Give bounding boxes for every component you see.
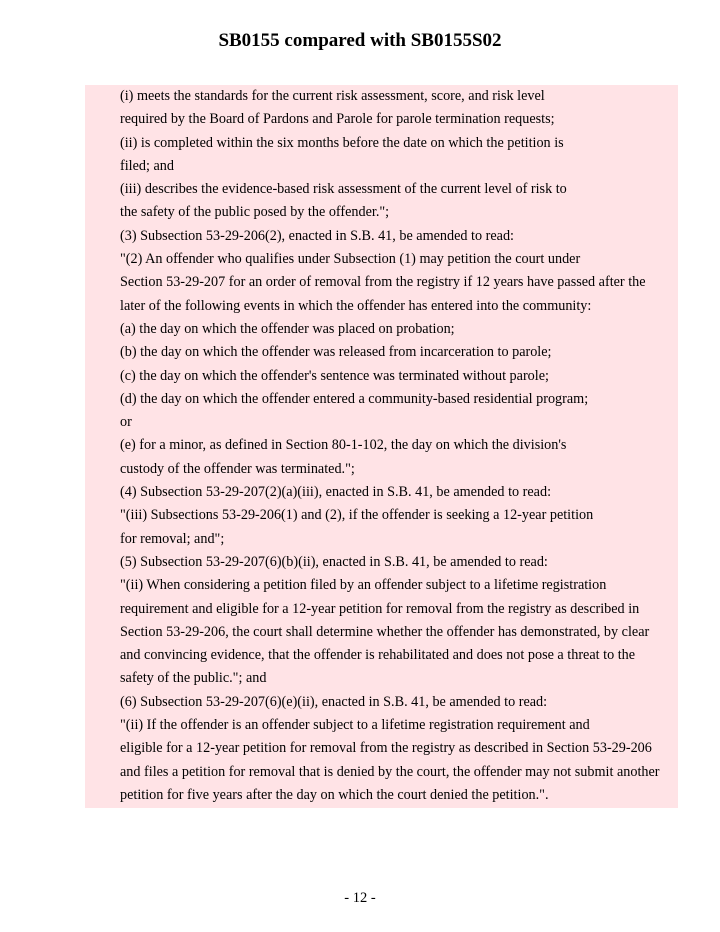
text-line: Section 53-29-206, the court shall determine whether the offender has demonstrated, by clear: [120, 623, 650, 640]
text-line: requirement and eligible for a 12-year petition for removal from the registry as described in: [120, 600, 640, 617]
text-line: the safety of the public posed by the offender.";: [120, 204, 390, 221]
text-line: custody of the offender was terminated.";: [120, 460, 355, 477]
text-line: (i) meets the standards for the current risk assessment, score, and risk level: [120, 88, 545, 104]
text-line: and files a petition for removal that is denied by the court, the offender may not submit another: [120, 763, 660, 780]
text-line: safety of the public."; and: [120, 670, 267, 687]
page-title: SB0155 compared with SB0155S02: [218, 30, 502, 51]
amendment-text: [120, 85, 678, 807]
text-line: later of the following events in which the offender has entered into the community:: [120, 297, 592, 314]
text-line: filed; and: [120, 157, 174, 174]
text-line: (6) Subsection 53-29-207(6)(e)(ii), enacted in S.B. 41, be amended to read:: [120, 693, 548, 710]
text-line: required by the Board of Pardons and Parole for parole termination requests;: [120, 111, 555, 128]
text-line: "(ii) If the offender is an offender subject to a lifetime registration requirement and: [120, 717, 590, 734]
text-line: (d) the day on which the offender entered a community-based residential program;: [120, 390, 589, 407]
text-line: (5) Subsection 53-29-207(6)(b)(ii), enacted in S.B. 41, be amended to read:: [120, 553, 548, 570]
text-line: (ii) is completed within the six months before the date on which the petition is: [120, 134, 564, 151]
text-line: "(2) An offender who qualifies under Subsection (1) may petition the court under: [120, 251, 581, 268]
text-line: "(ii) When considering a petition filed by an offender subject to a lifetime registration: [120, 577, 607, 594]
text-line: (iii) describes the evidence-based risk assessment of the current level of risk to: [120, 181, 567, 198]
text-line: (b) the day on which the offender was released from incarceration to parole;: [120, 344, 552, 361]
text-line: petition for five years after the day on which the court denied the petition.".: [120, 786, 549, 803]
text-line: or: [120, 414, 132, 431]
text-line: and convincing evidence, that the offender is rehabilitated and does not pose a threat to the: [120, 647, 636, 664]
text-line: eligible for a 12-year petition for removal from the registry as described in Section 53-29-206: [120, 740, 652, 757]
text-line: Section 53-29-207 for an order of removal from the registry if 12 years have passed after the: [120, 274, 646, 291]
page-number: - 12 -: [344, 890, 376, 906]
text-line: (c) the day on which the offender's sentence was terminated without parole;: [120, 367, 549, 384]
text-line: "(iii) Subsections 53-29-206(1) and (2), if the offender is seeking a 12-year petition: [120, 507, 594, 524]
text-line: (a) the day on which the offender was placed on probation;: [120, 320, 455, 337]
text-line: (3) Subsection 53-29-206(2), enacted in S.B. 41, be amended to read:: [120, 227, 514, 244]
text-line: (4) Subsection 53-29-207(2)(a)(iii), enacted in S.B. 41, be amended to read:: [120, 484, 552, 501]
text-line: (e) for a minor, as defined in Section 80-1-102, the day on which the division's: [120, 437, 567, 454]
text-line: for removal; and";: [120, 530, 225, 547]
